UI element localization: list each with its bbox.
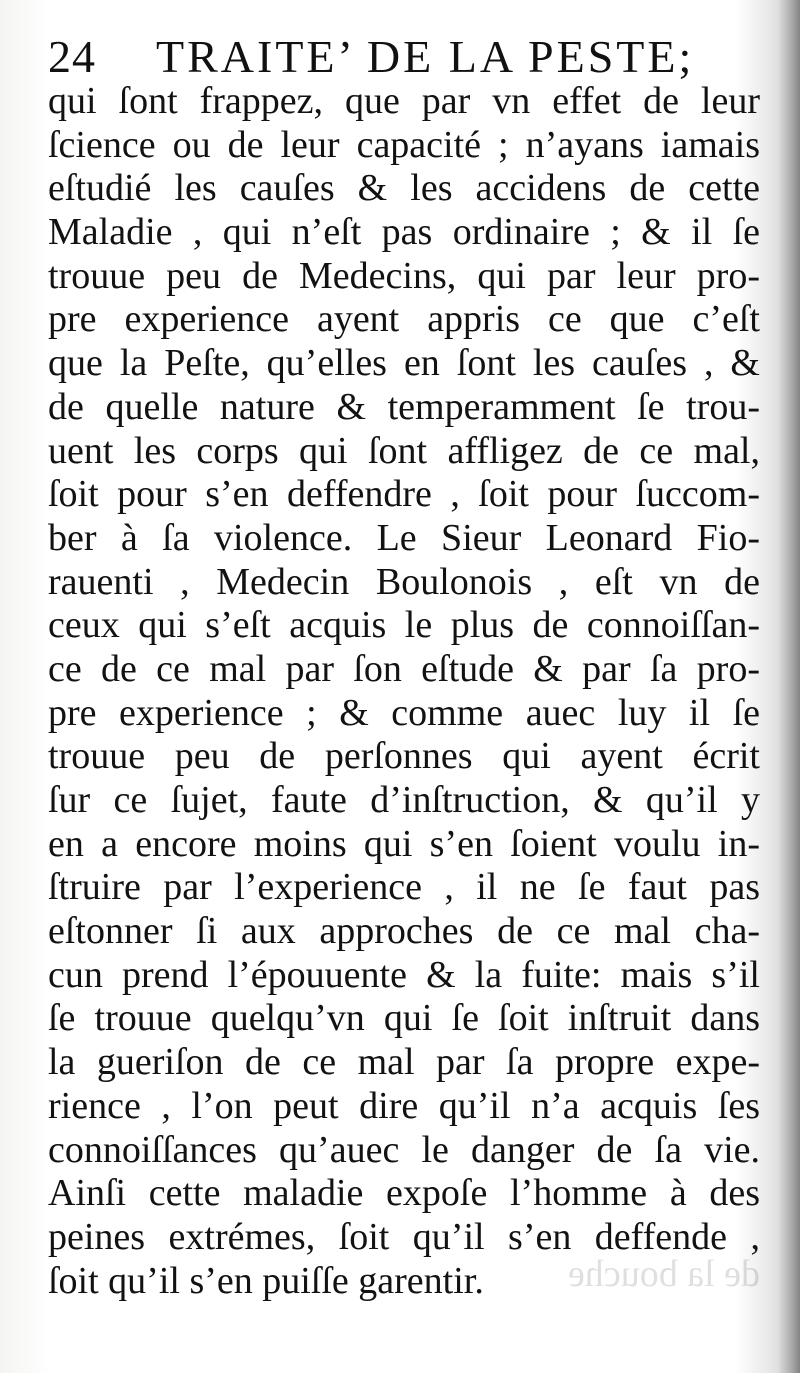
text-line: rauenti , Medecin Boulonois , eſt vn de <box>48 560 760 603</box>
text-line: peines extrémes, ſoit qu’il s’en deffende , <box>48 1215 760 1258</box>
text-line: ſtruire par l’experience , il ne ſe faut pas <box>48 866 760 909</box>
text-line: ber à ſa violence. Le Sieur Leonard Fio- <box>48 516 760 559</box>
text-line: ce de ce mal par ſon eſtude & par ſa pro- <box>48 647 760 690</box>
show-through-text: de la bouche <box>567 1253 760 1295</box>
text-line: eſtudié les cauſes & les accidens de cette <box>48 167 760 210</box>
text-line: trouue peu de perſonnes qui ayent écrit <box>48 735 760 778</box>
text-line: en a encore moins qui s’en ſoient voulu in- <box>48 822 760 865</box>
body-text <box>48 80 768 1303</box>
text-line: ceux qui s’eſt acquis le plus de connoiſſan- <box>48 604 760 647</box>
text-line: pre experience ayent appris ce que c’eſt <box>48 298 760 341</box>
text-line: pre experience ; & comme auec luy il ſe <box>48 691 760 734</box>
text-line: ſoit pour s’en deffendre , ſoit pour ſuccom- <box>48 473 760 516</box>
text-line: ſur ce ſujet, faute d’inſtruction, & qu’il y <box>48 779 760 821</box>
text-line: rience , l’on peut dire qu’il n’a acquis ſes <box>48 1084 760 1127</box>
text-line: que la Peſte, qu’elles en ſont les cauſes , & <box>48 342 760 385</box>
text-line: eſtonner ſi aux approches de ce mal cha- <box>48 910 760 953</box>
text-line: uent les corps qui ſont affligez de ce mal, <box>48 429 760 472</box>
text-line: Maladie , qui n’eſt pas ordinaire ; & il ſe <box>48 211 760 254</box>
text-line: ſoit qu’il s’en puiſſe garentir. <box>48 1259 484 1302</box>
text-line: de quelle nature & temperamment ſe trou- <box>48 385 760 428</box>
running-title: TRAITE’ DE LA PESTE; <box>156 31 695 82</box>
text-line: trouue peu de Medecins, qui par leur pro- <box>48 254 760 297</box>
text-line: cun prend l’épouuente & la fuite: mais s’il <box>48 953 760 996</box>
text-line: qui ſont frappez, que par vn effet de leur <box>48 80 760 122</box>
page-number: 24 <box>48 31 96 82</box>
page-edge-shadow <box>778 0 800 1373</box>
text-line: ſcience ou de leur capacité ; n’ayans iamais <box>48 123 760 166</box>
text-line: Ainſi cette maladie expoſe l’homme à des <box>48 1172 760 1215</box>
text-line: la gueriſon de ce mal par ſa propre expe- <box>48 1041 760 1084</box>
text-line: connoiſſances qu’auec le danger de ſa vie. <box>48 1128 760 1171</box>
text-line: ſe trouue quelqu’vn qui ſe ſoit inſtruit dans <box>48 997 760 1040</box>
